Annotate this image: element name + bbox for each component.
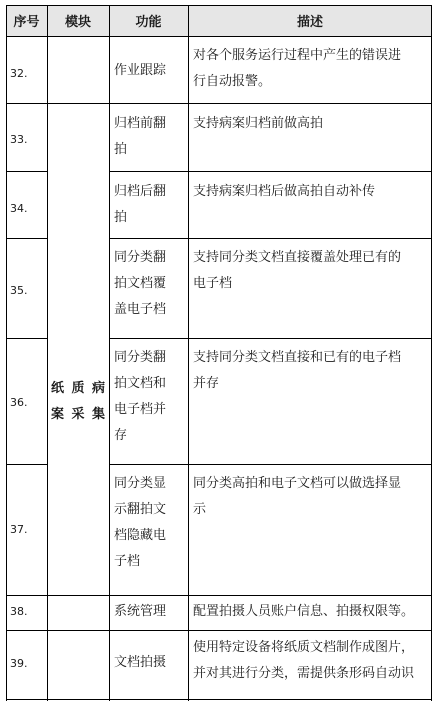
grid-line xyxy=(6,36,432,37)
row-description: 对各个服务运行过程中产生的错误进 行自动报警。 xyxy=(193,48,402,89)
row-description: 使用特定设备将纸质文档制作成图片， 并对其进行分类，需提供条形码自动识 xyxy=(193,640,415,681)
grid-line xyxy=(109,338,432,339)
row-seq: 33. xyxy=(10,133,28,146)
grid-line xyxy=(6,630,432,631)
row-seq: 32. xyxy=(10,67,28,80)
row-description: 支持病案归档前做高拍 xyxy=(193,116,324,131)
row-seq: 37. xyxy=(10,523,28,536)
grid-line xyxy=(109,171,432,172)
row-seq: 34. xyxy=(10,202,28,215)
row-function: 归档后翻 拍 xyxy=(114,184,167,225)
grid-line xyxy=(47,5,48,701)
module-name: 纸质病 案采集 xyxy=(51,381,105,422)
row-description: 支持同分类文档直接和已有的电子档 并存 xyxy=(193,350,402,391)
row-function: 同分类翻 拍文档和 电子档并 存 xyxy=(114,350,167,443)
row-seq: 35. xyxy=(10,284,28,297)
row-function: 同分类显 示翻拍文 档隐藏电 子档 xyxy=(114,476,167,569)
grid-line xyxy=(6,171,47,172)
row-function: 系统管理 xyxy=(114,604,167,619)
row-description: 支持病案归档后做高拍自动补传 xyxy=(193,184,376,199)
header-seq: 序号 xyxy=(6,5,47,36)
grid-line xyxy=(6,5,7,701)
grid-line xyxy=(109,238,432,239)
grid-line xyxy=(6,5,432,6)
grid-line xyxy=(109,5,110,701)
grid-line xyxy=(6,238,47,239)
grid-line xyxy=(6,699,432,700)
header-description: 描述 xyxy=(188,5,432,36)
grid-line xyxy=(6,464,47,465)
spec-table xyxy=(6,5,432,701)
row-function: 同分类翻 拍文档覆 盖电子档 xyxy=(114,250,167,317)
header-module: 模块 xyxy=(47,5,109,36)
grid-line xyxy=(6,103,432,104)
grid-line xyxy=(431,5,432,701)
row-function: 文档拍摄 xyxy=(114,655,167,670)
row-description: 支持同分类文档直接覆盖处理已有的 电子档 xyxy=(193,250,402,291)
row-function: 归档前翻 拍 xyxy=(114,116,167,157)
row-description: 配置拍摄人员账户信息、拍摄权限等。 xyxy=(193,604,415,619)
grid-line xyxy=(6,338,47,339)
row-description: 同分类高拍和电子文档可以做选择显 示 xyxy=(193,476,402,517)
grid-line xyxy=(6,595,432,596)
row-function: 作业跟踪 xyxy=(114,63,167,78)
grid-line xyxy=(188,5,189,701)
grid-line xyxy=(109,464,432,465)
row-seq: 36. xyxy=(10,396,28,409)
row-seq: 39. xyxy=(10,657,28,670)
row-seq: 38. xyxy=(10,605,28,618)
header-function: 功能 xyxy=(109,5,188,36)
